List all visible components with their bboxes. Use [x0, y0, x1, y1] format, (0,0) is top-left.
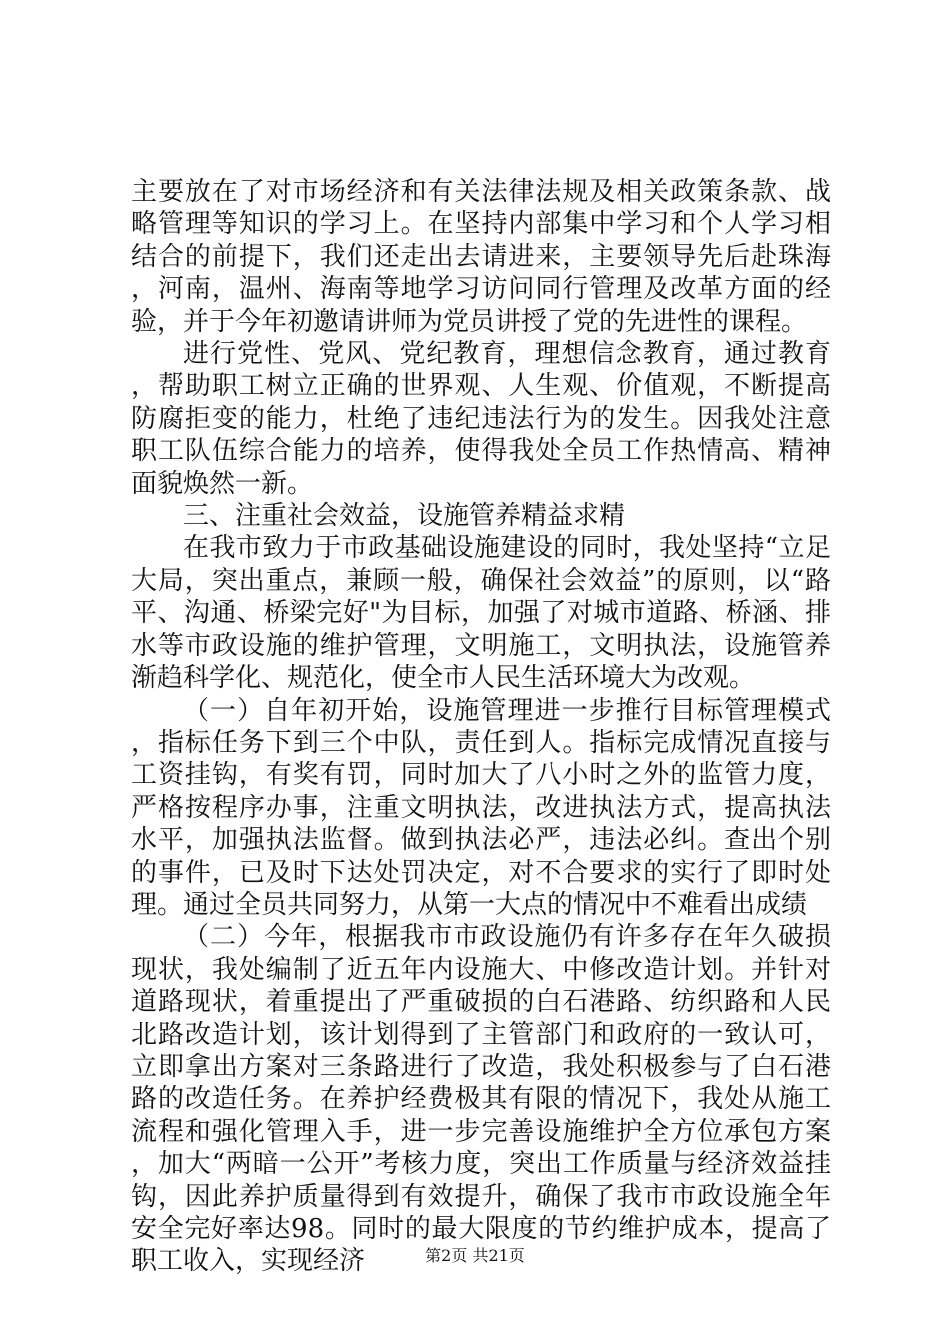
section-heading-social-benefit: 三、注重社会效益，设施管养精益求精 — [183, 501, 626, 532]
paragraph-target-management: （一）自年初开始，设施管理进一步推行目标管理模式，指标任务下到三个中队，责任到人。指标完成情况直接与工资挂钩，有奖有罚，同时加大了八小时之外的监管力度，严格按程序办事，注重文明执法，改进执法方式，提高执法水平，加强执法监督。做到执法必严，违法必纠。查出个别的事件，已及时下达处罚决定，对不合要求的实行了即时处理。通过全员共同努力，从第一大点的情况中不难看出成绩 — [131, 695, 831, 920]
paragraph-party-education: 进行党性、党风、党纪教育，理想信念教育，通过教育，帮助职工树立正确的世界观、人生观、价值观，不断提高防腐拒变的能力，杜绝了违纪违法行为的发生。因我处注意职工队伍综合能力的培养，使得我处全员工作热情高、精神面貌焕然一新。 — [131, 339, 831, 499]
page-number-label: 第2页 共21页 — [425, 1246, 525, 1265]
paragraph-infrastructure: 在我市致力于市政基础设施建设的同时，我处坚持“立足大局，突出重点，兼顾一般，确保社会效益”的原则，以“路平、沟通、桥梁完好"为目标，加强了对城市道路、桥涵、排水等市政设施的维护管理，文明施工，文明执法，设施管养渐趋科学化、规范化，使全市人民生活环境大为改观。 — [131, 533, 831, 694]
paragraph-study-focus: 主要放在了对市场经济和有关法律法规及相关政策条款、战略管理等知识的学习上。在坚持内部集中学习和个人学习相结合的前提下，我们还走出去请进来，主要领导先后赴珠海，河南，温州、海南等地学习访问同行管理及改革方面的经验，并于今年初邀请讲师为党员讲授了党的先进性的课程。 — [131, 177, 831, 337]
paragraph-renovation-plan: （二）今年，根据我市市政设施仍有许多存在年久破损现状，我处编制了近五年内设施大、中修改造计划。并针对道路现状，着重提出了严重破损的白石港路、纺织路和人民北路改造计划，该计划得到了主管部门和政府的一致认可，立即拿出方案对三条路进行了改造，我处积极参与了白石港路的改造任务。在养护经费极其有限的情况下，我处从施工流程和强化管理入手，进一步完善设施维护全方位承包方案，加大“两暗一公开”考核力度，突出工作质量与经济效益挂钩，因此养护质量得到有效提升，确保了我市市政设施全年安全完好率达98。同时的最大限度的节约维护成本，提高了职工收入，实现经济 — [131, 922, 831, 1277]
document-body — [131, 176, 831, 1278]
page-footer — [0, 1243, 950, 1266]
